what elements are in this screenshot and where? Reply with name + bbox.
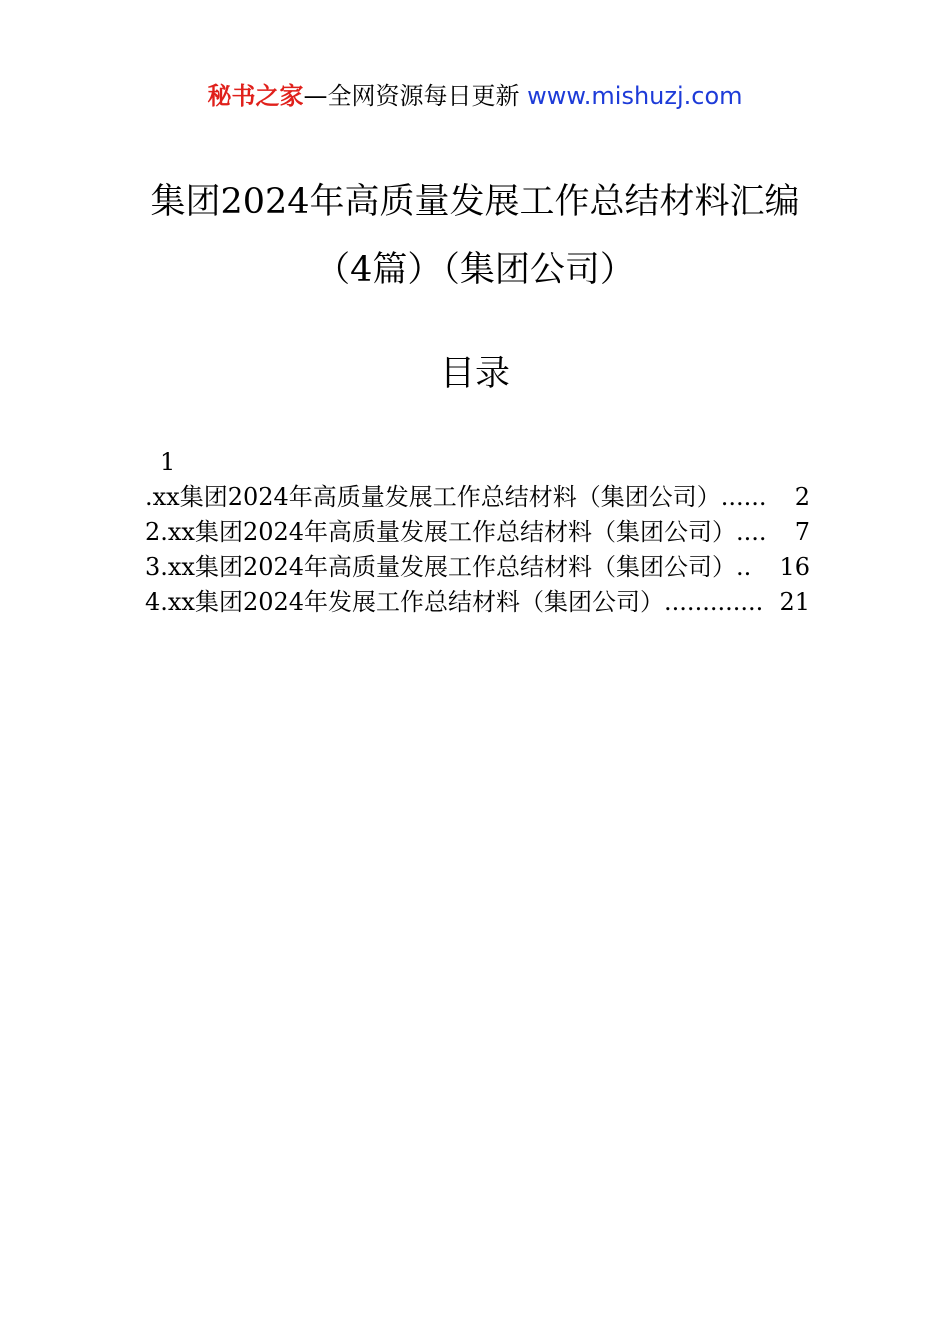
toc-entry-label: 2.xx集团2024年高质量发展工作总结材料（集团公司） [145,518,737,546]
header-slogan: —全网资源每日更新 [303,82,520,110]
toc-entry[interactable] [145,480,810,515]
toc-entry[interactable] [145,550,810,585]
toc-entry-page: 16 [779,553,810,581]
toc-entry-leader: .... [736,518,767,546]
document-title-line-2: （4篇）（集团公司） [315,250,635,290]
toc-entry[interactable] [145,515,810,550]
toc-heading: 目录 [439,354,510,394]
toc-entry-page: 7 [794,518,810,546]
toc-entry-leader: .. [736,553,752,581]
toc-entry-label: .xx集团2024年高质量发展工作总结材料（集团公司） [145,483,721,511]
toc-entry-page: 2 [794,483,810,511]
site-header [0,80,950,112]
brand-name: 秘书之家 [207,82,304,110]
toc-entry-label: 3.xx集团2024年高质量发展工作总结材料（集团公司） [145,553,737,581]
toc-entry-label: 4.xx集团2024年发展工作总结材料（集团公司） [145,588,665,616]
toc-entry-page: 21 [779,588,810,616]
toc-entry-leader: ...... [720,483,767,511]
document-title-line-1: 集团2024年高质量发展工作总结材料汇编 [150,182,800,222]
site-url-link[interactable]: www.mishuzj.com [527,82,743,110]
toc-entry[interactable] [145,585,810,620]
toc-entry-1-number: 1 [160,448,176,476]
table-of-contents [145,445,810,620]
toc-entry-leader: ............. [664,588,764,616]
